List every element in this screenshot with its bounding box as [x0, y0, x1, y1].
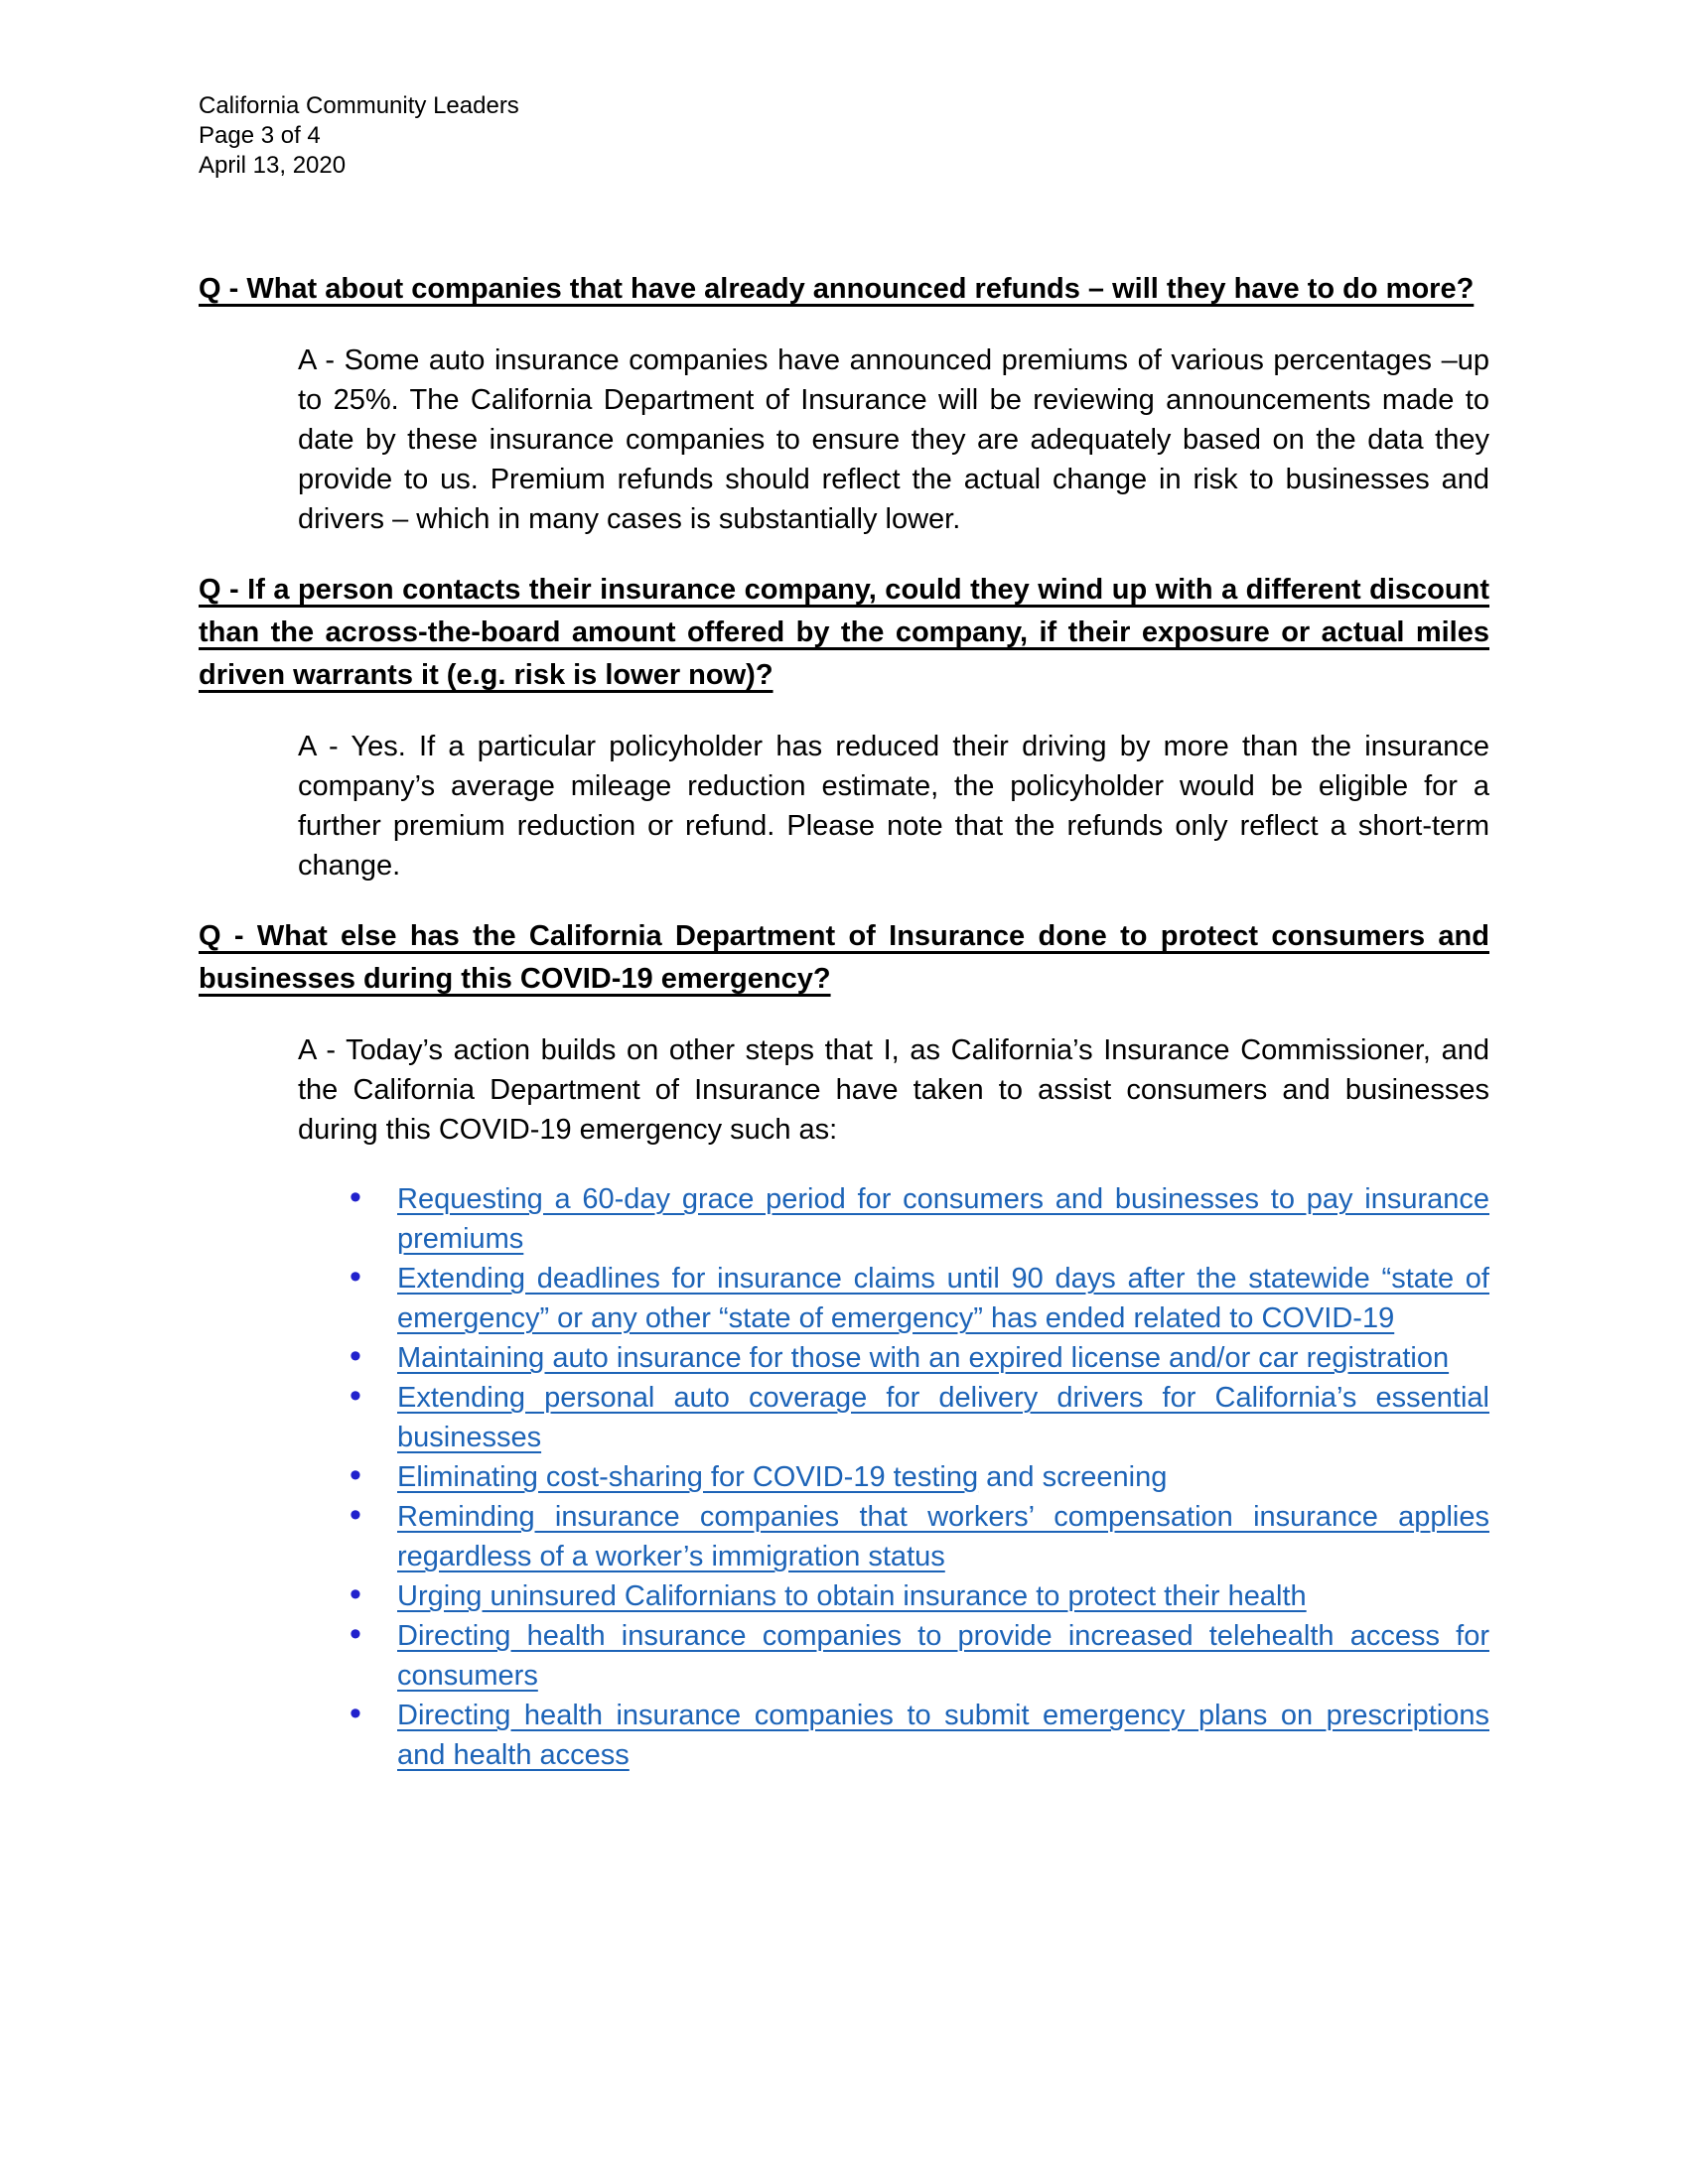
- answer-paragraph-1: A - Some auto insurance companies have announced premiums of various percentages –up to 25%. The California Department of Insurance will be reviewing announcements made to date by these insurance companies to ensure they are adequately based on the data they provide to us. Premium refunds should reflect the actual change in risk to businesses and drivers – which in many cases is substantially lower.: [298, 344, 1489, 535]
- link-cost-sharing[interactable]: Eliminating cost-sharing for COVID-19 testing: [397, 1461, 979, 1493]
- list-item: [348, 1378, 1489, 1457]
- bullet-icon: •: [350, 1496, 361, 1534]
- bullet-icon: •: [350, 1615, 361, 1653]
- link-urging-uninsured[interactable]: Urging uninsured Californians to obtain insurance to protect their health: [397, 1580, 1307, 1612]
- answer-paragraph-2: A - Yes. If a particular policyholder has reduced their driving by more than the insurance company’s average mileage reduction estimate, the policyholder would be eligible for a further premium reduction or refund. Please note that the refunds only reflect a short-term change.: [298, 731, 1489, 882]
- list-item: [348, 1457, 1489, 1497]
- list-item: [348, 1576, 1489, 1616]
- action-bullet-list: [348, 1179, 1489, 1775]
- link-claim-deadlines[interactable]: Extending deadlines for insurance claims until 90 days after the statewide “state of emergency” or any other “state of emergency” has ended related to COVID-19: [397, 1263, 1489, 1334]
- bullet-icon: •: [350, 1377, 361, 1415]
- list-item: [348, 1179, 1489, 1259]
- question-heading-3: Q - What else has the California Department of Insurance done to protect consumers and businesses during this COVID-19 emergency?: [199, 920, 1489, 995]
- question-heading-1: Q - What about companies that have already announced refunds – will they have to do more?: [199, 273, 1475, 305]
- link-workers-compensation[interactable]: Reminding insurance companies that workers’ compensation insurance applies regardless of a worker’s immigration status: [397, 1501, 1489, 1572]
- list-item: [348, 1616, 1489, 1696]
- link-maintaining-auto-insurance[interactable]: Maintaining auto insurance for those with an expired license and/or car registration: [397, 1342, 1450, 1374]
- bullet-icon: •: [350, 1337, 361, 1375]
- header-date: April 13, 2020: [199, 152, 347, 179]
- link-grace-period[interactable]: Requesting a 60-day grace period for consumers and businesses to pay insurance premiums: [397, 1183, 1489, 1255]
- bullet-icon: •: [350, 1178, 361, 1216]
- link-telehealth-access[interactable]: Directing health insurance companies to provide increased telehealth access for consumers: [397, 1620, 1489, 1692]
- link-emergency-plans[interactable]: Directing health insurance companies to submit emergency plans on prescriptions and health access: [397, 1700, 1489, 1771]
- bullet-suffix-text: and screening: [978, 1461, 1168, 1493]
- link-delivery-driver-coverage[interactable]: Extending personal auto coverage for delivery drivers for California’s essential businesses: [397, 1382, 1489, 1453]
- question-heading-2: Q - If a person contacts their insurance company, could they wind up with a different discount than the across-the-board amount offered by the company, if their exposure or actual miles driven warrants it (e.g. risk is lower now)?: [199, 574, 1489, 691]
- bullet-icon: •: [350, 1575, 361, 1613]
- header-organization: California Community Leaders: [199, 92, 519, 119]
- bullet-icon: •: [350, 1695, 361, 1732]
- document-header: [199, 91, 1688, 181]
- answer-paragraph-3: A - Today’s action builds on other steps that I, as California’s Insurance Commissioner, and the California Department of Insurance have taken to assist consumers and businesses during this COVID-19 emergency such as:: [298, 1034, 1489, 1146]
- list-item: [348, 1338, 1489, 1378]
- bullet-icon: •: [350, 1456, 361, 1494]
- list-item: [348, 1259, 1489, 1338]
- header-page-indicator: Page 3 of 4: [199, 122, 321, 149]
- list-item: [348, 1497, 1489, 1576]
- bullet-icon: •: [350, 1258, 361, 1296]
- list-item: [348, 1696, 1489, 1775]
- document-body: [199, 268, 1489, 1775]
